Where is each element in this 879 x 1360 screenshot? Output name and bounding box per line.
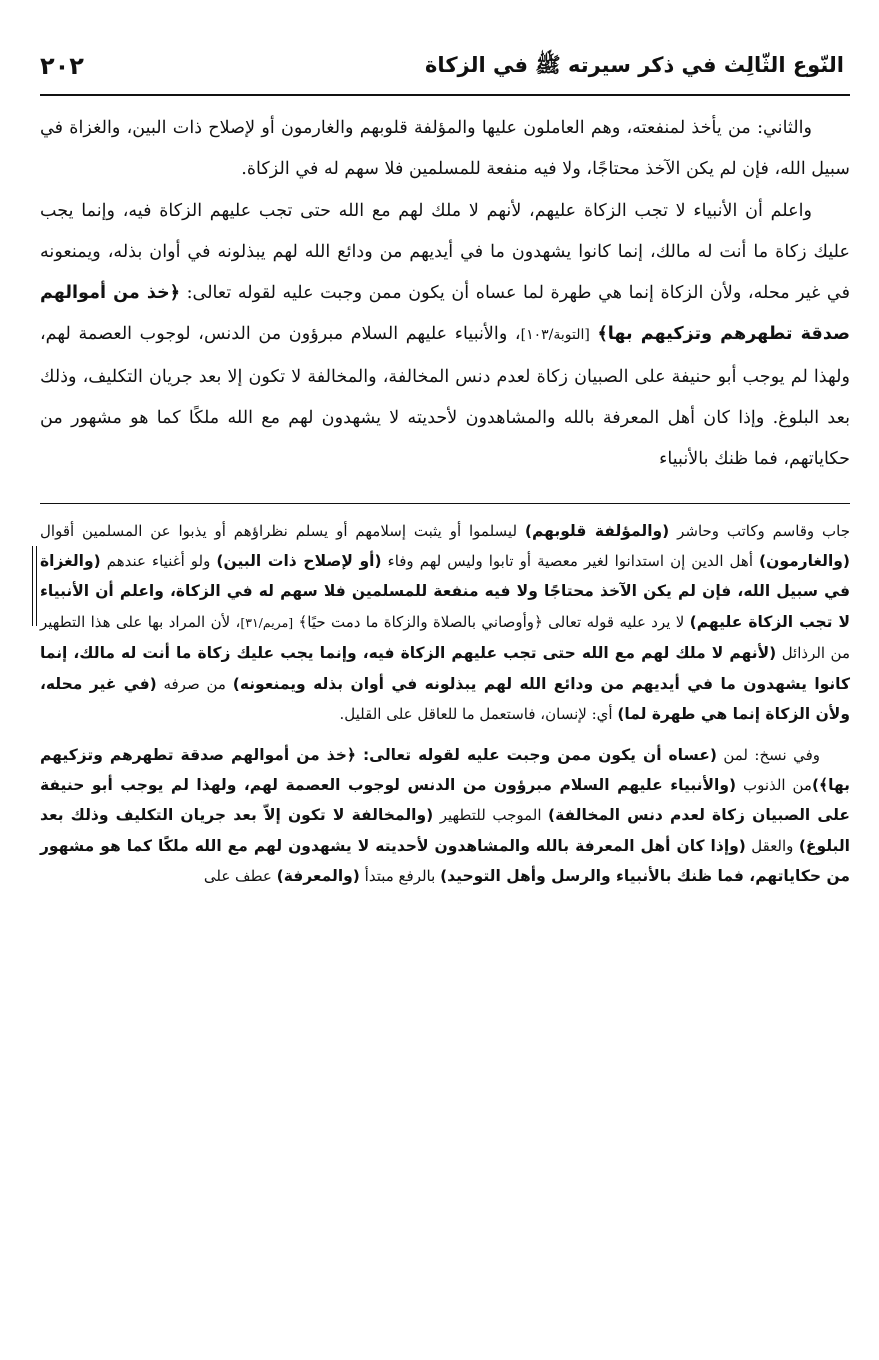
commentary-segment: أي: لإنسان، فاستعمل ما للعاقل على القليل. — [339, 705, 618, 724]
verse-reference: [مريم/٣١] — [240, 614, 294, 630]
quoted-matn-segment: (في غير محله، ولأن الزكاة إنما هي طهرة لما) — [40, 674, 850, 724]
margin-mark — [32, 546, 37, 626]
page-number: ٢٠٢ — [40, 52, 84, 80]
quoted-matn-segment: (والغزاة في سبيل الله، فإن لم يكن الآخذ محتاجًا ولا فيه منفعة للمسلمين فلا سهم له في الزكاة، واعلم أن الأنبياء لا تجب الزكاة عليهم) — [40, 552, 850, 631]
commentary-segment: عطف على — [203, 867, 277, 886]
main-paragraph-2-text: واعلم أن الأنبياء لا تجب الزكاة عليهم، لأنهم لا ملك لهم مع الله حتى تجب عليهم الزكاة فيه، وإنما يجب عليك زكاة ما أنت له مالك، إنما كانوا يشهدون ما في أيديهم من ودائع الله لهم يبذلونه في أوان بذله، ويمنعونه في غير محله، ولأن الزكاة إنما هي طهرة لما عساه أن يكون ممن وجبت عليه لقوله تعالى: — [40, 200, 851, 304]
quoted-matn-segment: (وإذا كان أهل المعرفة بالله والمشاهدون لأحديته لا يشهدون لهم مع الله ملكًا كما هو مشهور من حكاياتهم، فما ظنك بالأنبياء والرسل وأهل التوحيد) — [40, 836, 850, 886]
commentary-section — [40, 516, 850, 892]
quoted-matn-segment: (والأنبياء عليهم السلام مبرؤون من الدنس لوجوب العصمة لهم، ولهذا لم يوجب أبو حنيفة على الصبيان زكاة لعدم دنس المخالفة) — [40, 775, 850, 825]
commentary-segment: ، لأن المراد بها على هذا التطهير من الرذائل — [40, 612, 850, 663]
running-title: النّوع الثّالِث في ذكر سيرته ﷺ في الزكاة — [425, 53, 844, 77]
footnote-separator — [40, 503, 850, 504]
commentary-segment: وفي نسخ: لمن — [716, 745, 820, 764]
main-paragraph-1: والثاني: من يأخذ لمنفعته، وهم العاملون عليها والمؤلفة قلوبهم والغارمون أو لإصلاح ذات البين، والغزاة في سبيل الله، فإن لم يكن الآخذ محتاجًا، ولا فيه منفعة للمسلمين فلا سهم له في الزكاة. — [40, 118, 850, 180]
commentary-segment: بالرفع مبتدأ — [359, 867, 441, 886]
commentary-segment: أهل الدين إن استدانوا لغير معصية أو تابوا وليس لهم وفاء — [381, 552, 760, 571]
quran-verse: ﴿خذ من أموالهم صدقة تطهرهم وتزكيهم بها﴾ — [40, 283, 850, 345]
main-text — [40, 108, 850, 481]
quoted-matn-segment: (والمعرفة) — [276, 867, 360, 886]
commentary-segment: من الذنوب — [736, 775, 812, 794]
page-header — [40, 48, 850, 96]
book-page — [40, 48, 850, 892]
quoted-matn-segment: (لأنهم لا ملك لهم مع الله حتى تجب عليهم الزكاة فيه، وإنما يجب عليك زكاة ما أنت له مالك، إنما كانوا يشهدون ما في أيديهم من ودائع الله لهم يبذلونه في أوان بذله ويمنعونه) — [40, 644, 851, 693]
quoted-matn-segment: (عساه أن يكون ممن وجبت عليه لقوله تعالى: ﴿خذ من أموالهم صدقة تطهرهم وتزكيهم بها﴾) — [40, 745, 850, 794]
commentary-paragraph-1 — [40, 516, 850, 730]
quoted-matn-segment: (أو لإصلاح ذات البين) — [216, 552, 382, 571]
commentary-segment: ولو أغنياء عندهم — [100, 552, 217, 571]
main-paragraph-2 — [40, 191, 850, 481]
quoted-matn-segment: (والغارمون) — [759, 552, 851, 571]
commentary-segment: ليسلموا أو يثبت إسلامهم أو يسلم نظراؤهم أو يذبوا عن المسلمين أقوال — [40, 521, 525, 540]
quoted-matn-segment: (والمؤلفة قلوبهم) — [524, 521, 670, 540]
commentary-segment: من صرفه — [156, 674, 233, 693]
commentary-segment: لا يرد عليه قوله تعالى ﴿وأوصاني بالصلاة والزكاة ما دمت حيًا﴾ — [293, 612, 690, 631]
quoted-matn-segment: (والمخالفة لا تكون إلاّ بعد جريان التكليف وذلك بعد البلوغ) — [40, 806, 850, 855]
commentary-paragraph-2 — [40, 740, 850, 892]
commentary-segment: الموجب للتطهير — [433, 806, 549, 825]
main-paragraph-2-continuation: ، والأنبياء عليهم السلام مبرؤون من الدنس، لوجوب العصمة لهم، ولهذا لم يوجب أبو حنيفة على الصبيان زكاة لعدم دنس المخالفة، والمخالفة لا تكون إلا بعد جريان التكليف، وذلك بعد البلوغ. وإذا كان أهل المعرفة بالله والمشاهدون لأحديته لا يشهدون لهم مع الله ملكًا كما هو مشهور من حكاياتهم، فما ظنك بالأنبياء — [40, 324, 850, 470]
verse-reference: [التوبة/١٠٣] — [520, 327, 590, 344]
commentary-segment: جاب وقاسم وكاتب وحاشر — [669, 521, 851, 540]
commentary-segment: والعقل — [745, 836, 799, 855]
